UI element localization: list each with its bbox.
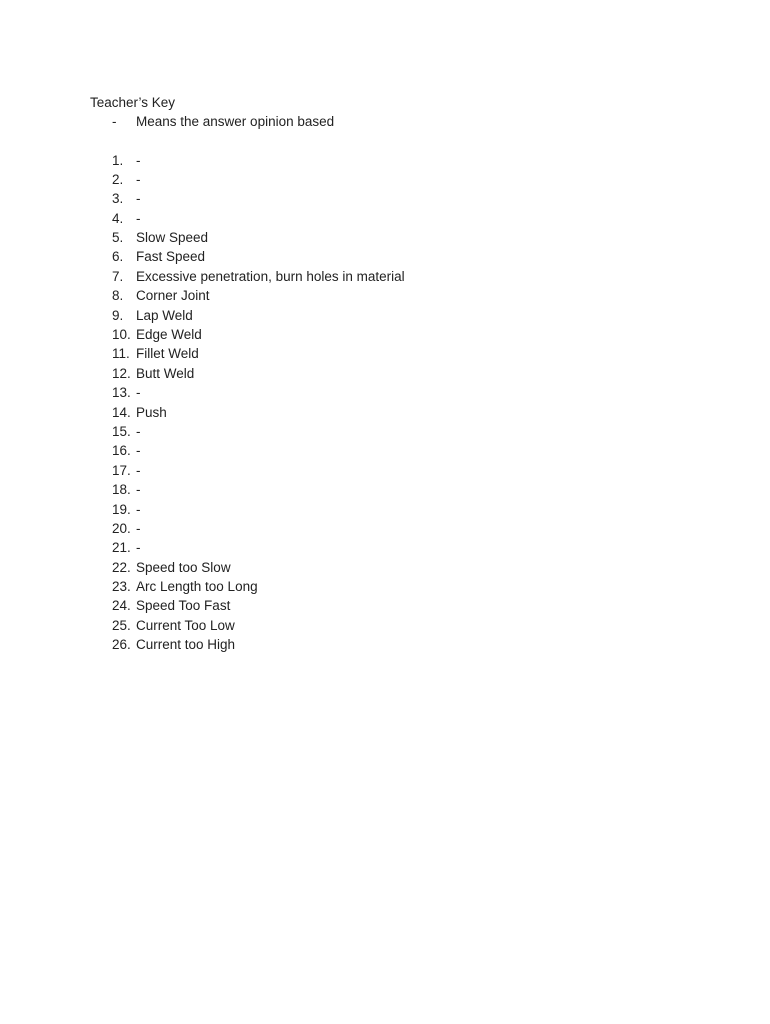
answer-number: 8.: [112, 288, 124, 304]
answer-text: Fast Speed: [136, 249, 206, 265]
answer-text: -: [136, 171, 141, 187]
answer-text: Current Too Low: [136, 617, 235, 633]
answer-number: 14.: [112, 404, 131, 420]
answer-number: 22.: [112, 559, 131, 575]
answer-text: Speed Too Fast: [136, 598, 231, 614]
answer-text: Push: [136, 404, 167, 420]
answer-text: -: [136, 540, 141, 556]
answer-number: 25.: [112, 617, 131, 633]
answer-text: -: [136, 152, 141, 168]
answer-text: Fillet Weld: [136, 346, 199, 362]
answer-number: 15.: [112, 423, 131, 439]
answer-number: 2.: [112, 171, 124, 187]
answer-text: -: [136, 210, 141, 226]
page-title: Teacher’s Key: [90, 95, 176, 110]
answer-number: 4.: [112, 210, 124, 226]
answer-number: 18.: [112, 482, 131, 498]
answer-number: 20.: [112, 520, 131, 536]
answer-number: 24.: [112, 598, 131, 614]
legend-dash: -: [112, 114, 117, 129]
answer-text: Butt Weld: [136, 365, 195, 381]
answer-text: Edge Weld: [136, 327, 202, 343]
answer-text: Lap Weld: [136, 307, 193, 323]
answer-number: 7.: [112, 268, 124, 284]
answer-number: 19.: [112, 501, 131, 517]
answer-number: 16.: [112, 443, 131, 459]
answer-number: 17.: [112, 462, 131, 478]
answer-number: 5.: [112, 230, 124, 246]
answer-number: 9.: [112, 307, 124, 323]
answer-text: -: [136, 443, 141, 459]
answer-text: -: [136, 482, 141, 498]
answer-text: Corner Joint: [136, 288, 210, 304]
answer-text: Current too High: [136, 637, 236, 653]
answer-text: Excessive penetration, burn holes in material: [136, 268, 405, 284]
legend-note: [112, 112, 334, 131]
answer-number: 3.: [112, 191, 124, 207]
answer-text: Slow Speed: [136, 230, 209, 246]
answer-text: Arc Length too Long: [136, 579, 258, 595]
answer-number: 12.: [112, 365, 131, 381]
answer-text: -: [136, 385, 141, 401]
answer-text: -: [136, 520, 141, 536]
legend-text: Means the answer opinion based: [136, 114, 335, 129]
answer-text: -: [136, 501, 141, 517]
answer-number: 13.: [112, 385, 131, 401]
answer-text: Speed too Slow: [136, 559, 231, 575]
answer-number: 26.: [112, 637, 131, 653]
answer-number: 1.: [112, 152, 124, 168]
answer-number: 21.: [112, 540, 131, 556]
answer-number: 10.: [112, 327, 131, 343]
answer-number: 6.: [112, 249, 124, 265]
answer-text: -: [136, 462, 141, 478]
answer-text: -: [136, 423, 141, 439]
answer-text: -: [136, 191, 141, 207]
answer-number: 23.: [112, 579, 131, 595]
answer-number: 11.: [112, 346, 130, 362]
